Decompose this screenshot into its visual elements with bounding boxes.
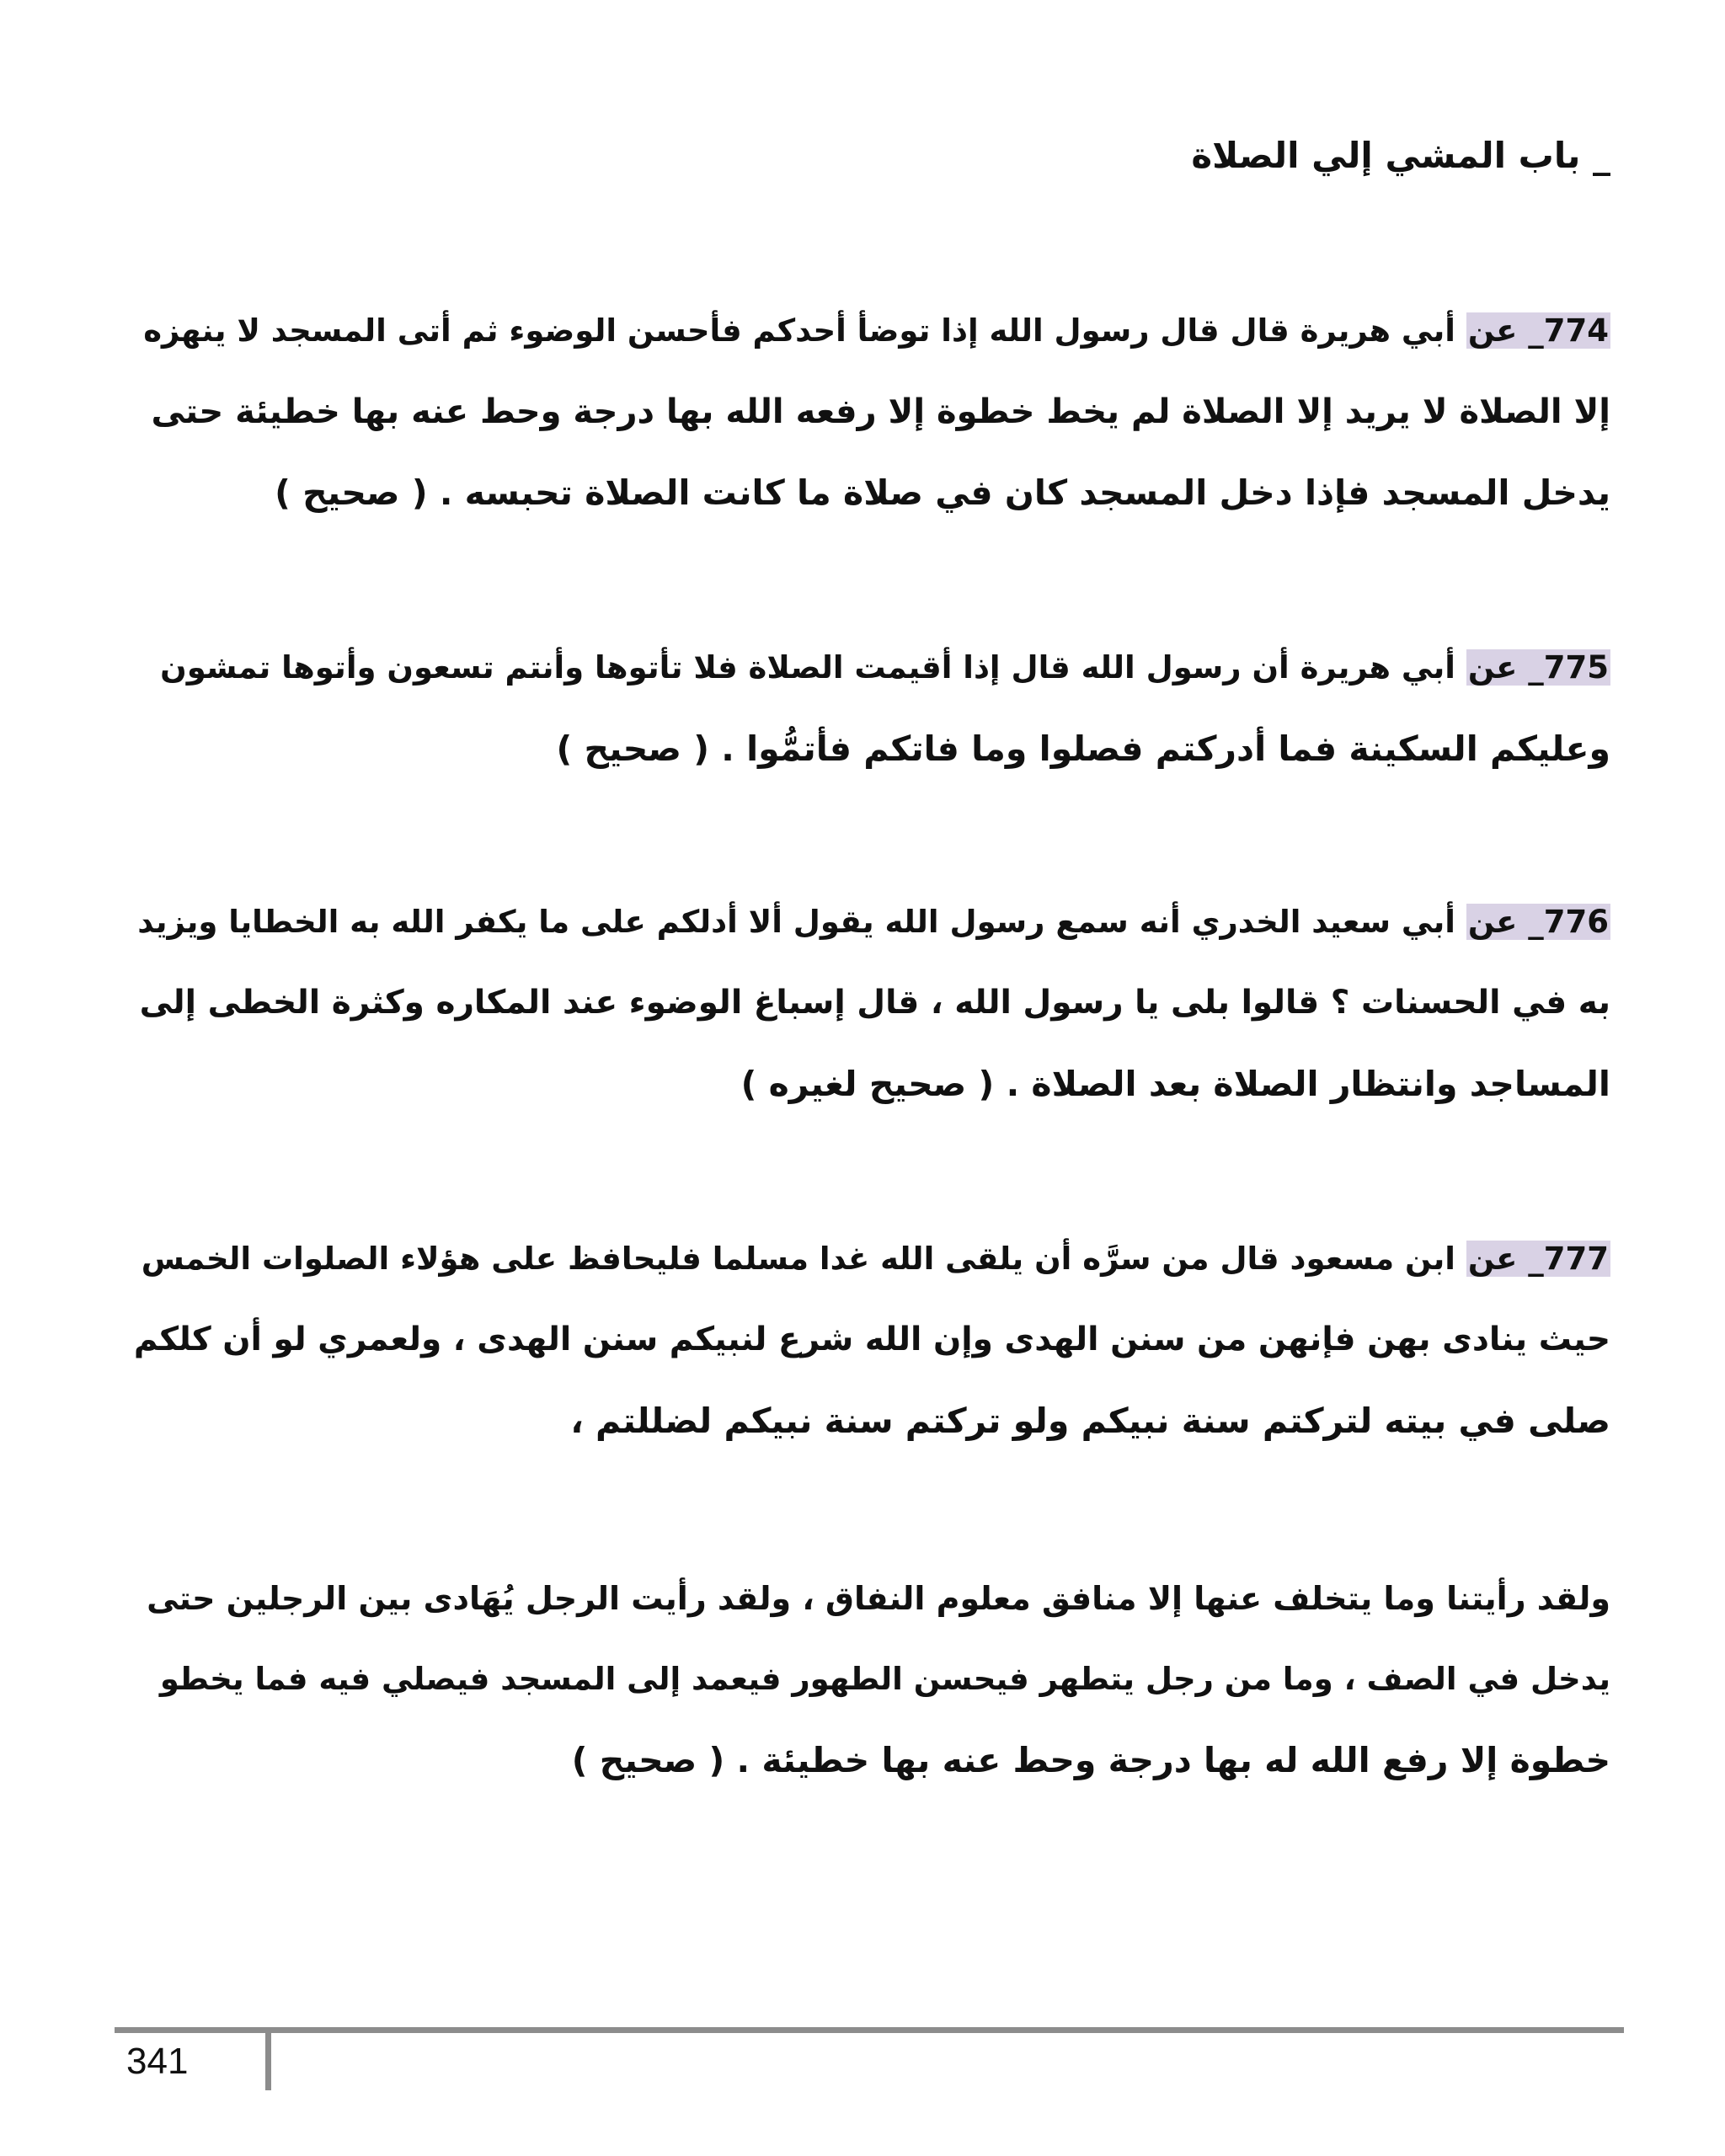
hadith-line: حيث ينادى بهن فإنهن من سنن الهدى وإن الله شرع لنبيكم سنن الهدى ، ولعمري لو أن كلكم (133, 1321, 1610, 1358)
footer-rule (115, 2027, 1624, 2033)
hadith-776 (126, 882, 1610, 1124)
hadith-line: خطوة إلا رفع الله له بها درجة وحط عنه بها خطيئة . ( صحيح ) (571, 1740, 1610, 1780)
chapter-title: _ باب المشي إلي الصلاة (1191, 135, 1610, 176)
hadith-text: أبي سعيد الخدري أنه سمع رسول الله يقول ألا أدلكم على ما يكفر الله به الخطايا ويزيد (137, 904, 1466, 940)
hadith-777-continuation (126, 1558, 1610, 1801)
page-number: 341 (126, 2041, 189, 2082)
hadith-text: أبي هريرة قال قال رسول الله إذا توضأ أحدكم فأحسن الوضوء ثم أتى المسجد لا ينهزه (143, 312, 1466, 349)
hadith-line (126, 1219, 1610, 1299)
hadith-line (126, 882, 1610, 963)
hadith-line: صلى في بيته لتركتم سنة نبيكم ولو تركتم سنة نبيكم لضللتم ، (570, 1401, 1610, 1441)
hadith-775 (126, 627, 1610, 789)
hadith-line: يدخل في الصف ، وما من رجل يتطهر فيحسن الطهور فيعمد إلى المسجد فيصلي فيه فما يخطو (159, 1661, 1610, 1697)
hadith-777 (126, 1219, 1610, 1461)
hadith-number-marker: 774_ عن (1467, 312, 1609, 349)
hadith-line: به في الحسنات ؟ قالوا بلى يا رسول الله ، قال إسباغ الوضوء عند المكاره وكثرة الخطى إلى (139, 984, 1610, 1022)
hadith-number-marker: 776_ عن (1467, 904, 1609, 940)
hadith-line: يدخل المسجد فإذا دخل المسجد كان في صلاة ما كانت الصلاة تحبسه . ( صحيح ) (275, 472, 1610, 513)
footer-divider-tick (265, 2031, 271, 2090)
hadith-line: وعليكم السكينة فما أدركتم فصلوا وما فاتكم فأتمُّوا . ( صحيح ) (556, 728, 1610, 769)
hadith-line: ولقد رأيتنا وما يتخلف عنها إلا منافق معلوم النفاق ، ولقد رأيت الرجل يُهَادى بين الرجلين حتى (147, 1580, 1610, 1617)
hadith-774 (126, 291, 1610, 533)
hadith-number-marker: 777_ عن (1467, 1241, 1609, 1277)
hadith-line: المساجد وانتظار الصلاة بعد الصلاة . ( صحيح لغيره ) (740, 1064, 1610, 1104)
hadith-line (126, 627, 1610, 708)
hadith-text: ابن مسعود قال من سرَّه أن يلقى الله غدا مسلما فليحافظ على هؤلاء الصلوات الخمس (141, 1241, 1466, 1277)
hadith-line: إلا الصلاة لا يريد إلا الصلاة لم يخط خطوة إلا رفعه الله بها درجة وحط عنه بها خطيئة حتى (151, 392, 1610, 431)
hadith-number-marker: 775_ عن (1467, 649, 1609, 686)
hadith-text: أبي هريرة أن رسول الله قال إذا أقيمت الصلاة فلا تأتوها وأنتم تسعون وأتوها تمشون (160, 649, 1466, 686)
hadith-line (126, 291, 1610, 371)
